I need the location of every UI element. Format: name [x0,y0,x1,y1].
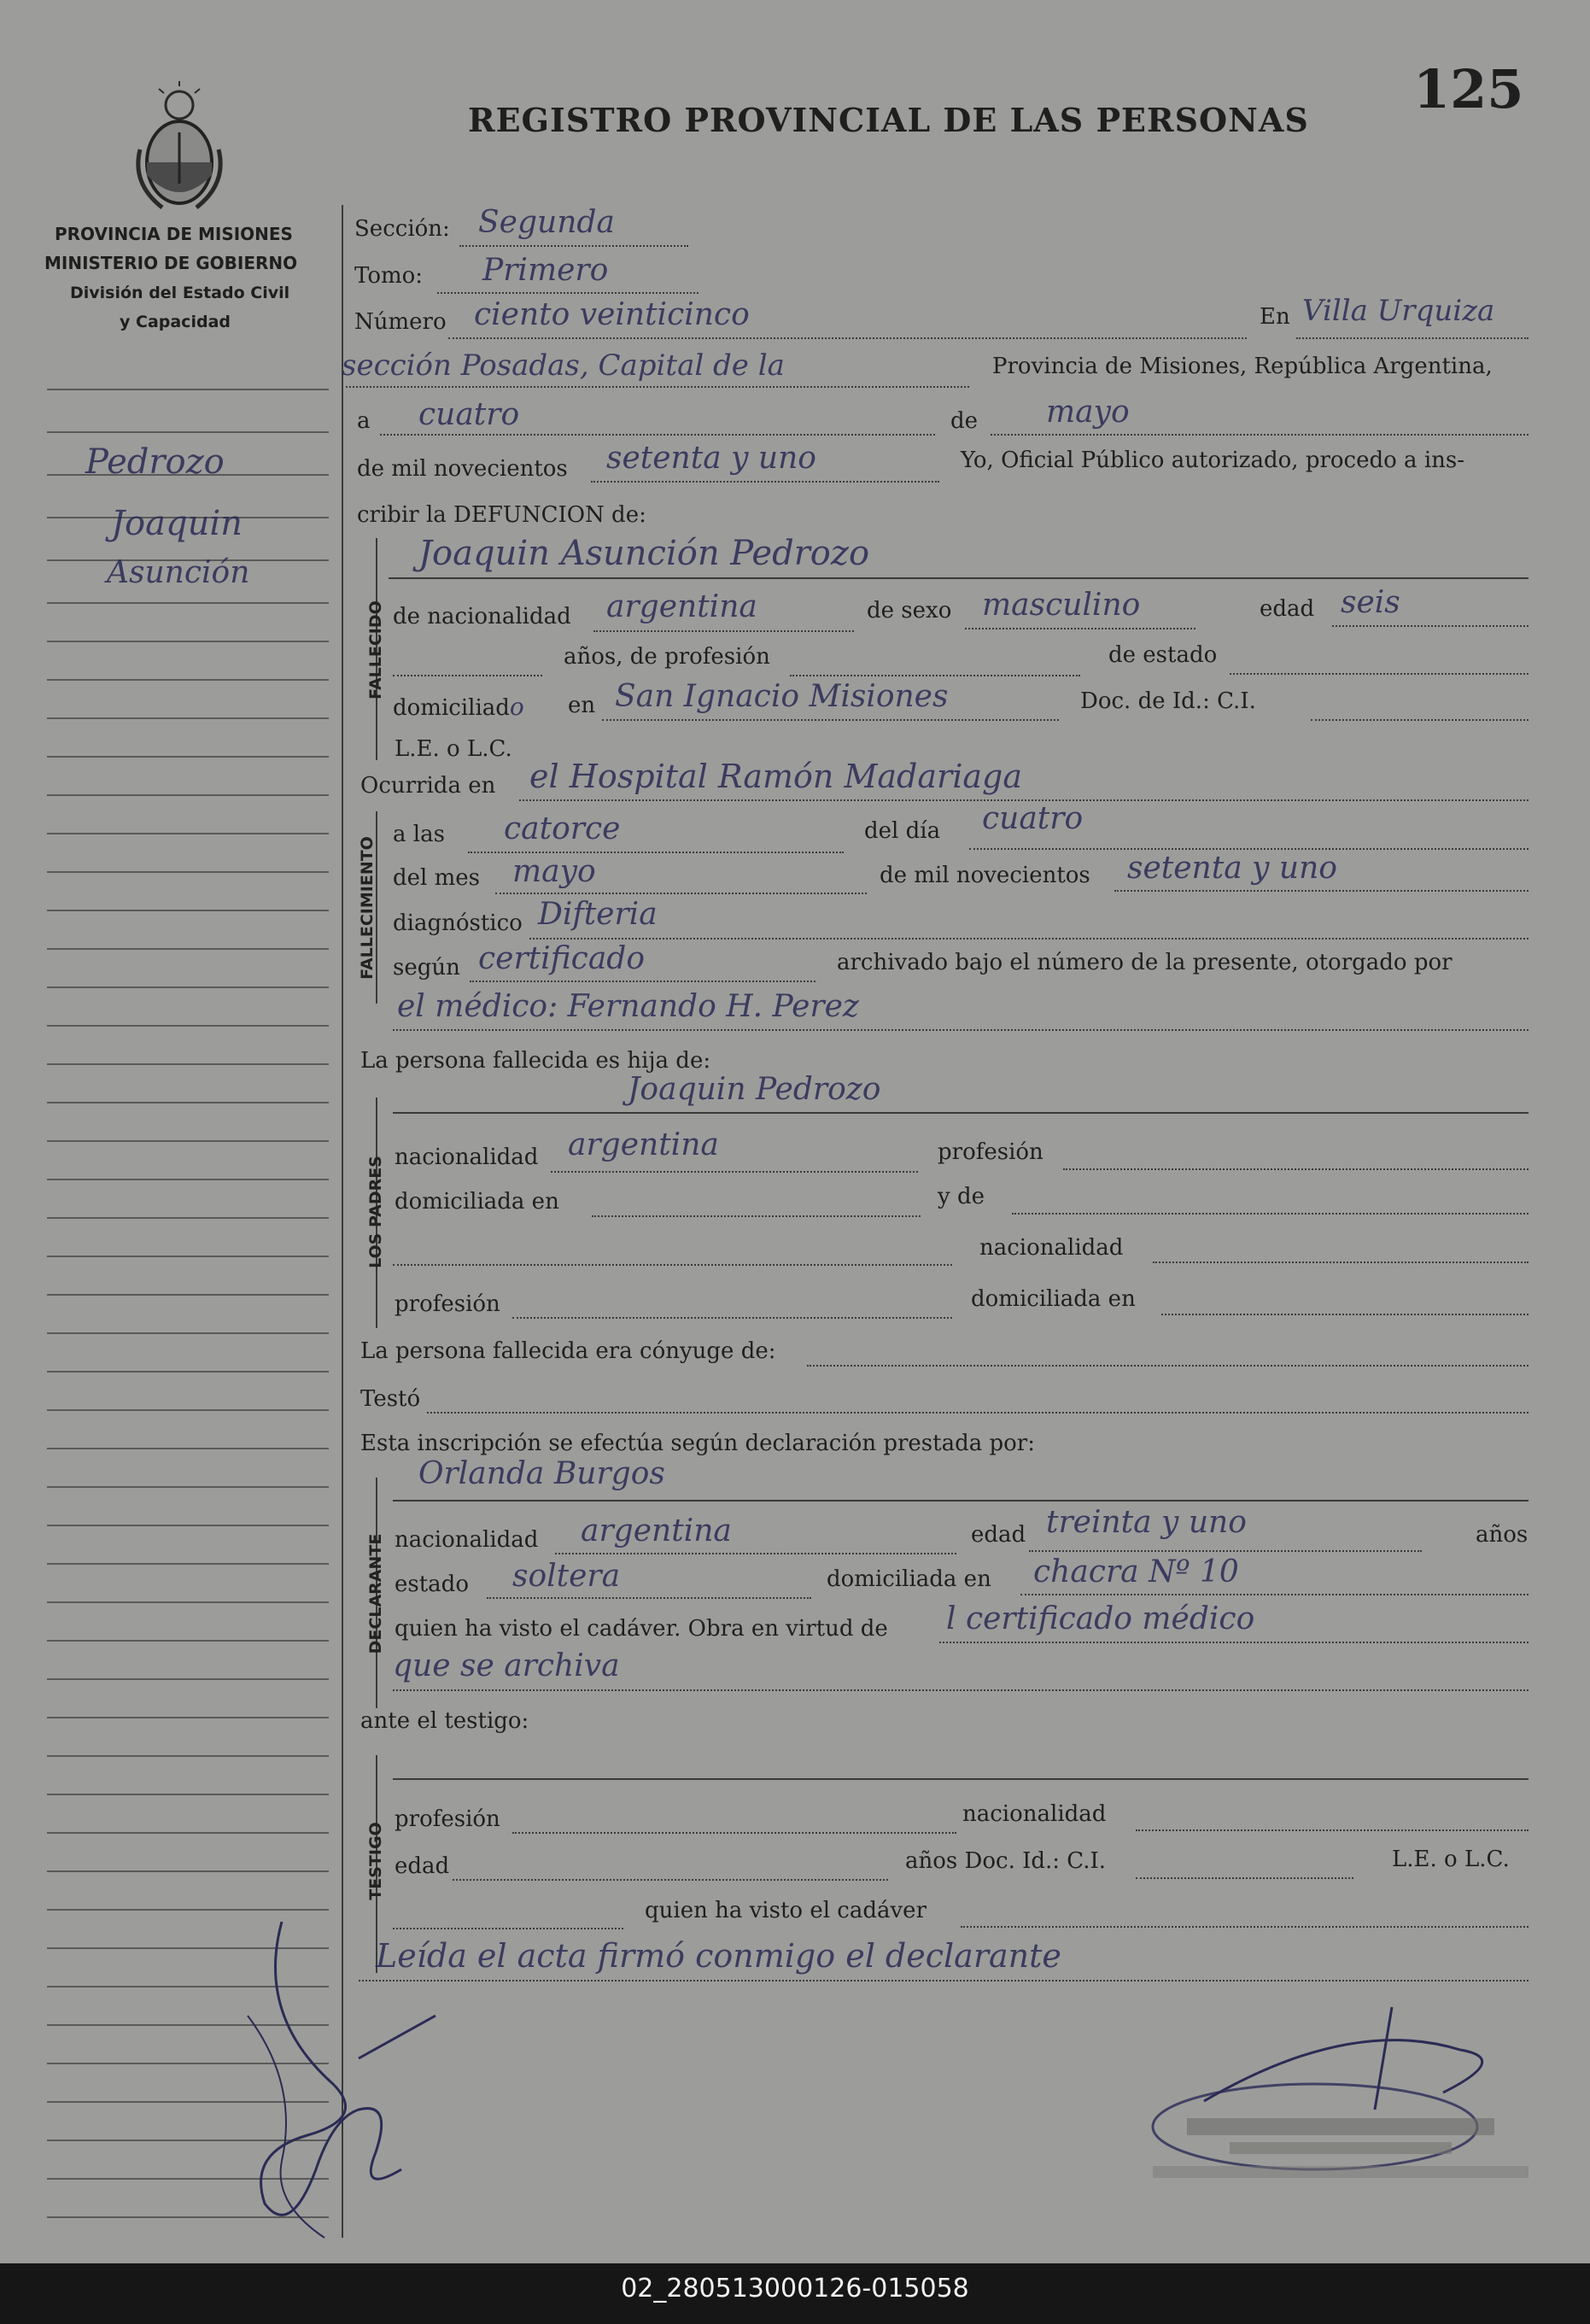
coat-of-arms-emblem [128,81,231,218]
declarante-nacionalidad-value: argentina [581,1513,732,1548]
official-signature-stamp [1136,1999,1546,2195]
tomo-label: Tomo: [354,263,424,289]
date-a-label: a [357,408,371,434]
declarante-estado-label: estado [395,1572,469,1597]
padres-profesion2-label: profesión [395,1291,500,1317]
date-day-value: cuatro [418,397,520,432]
hora-label: a las [393,822,445,847]
place-value: sección Posadas, Capital de la [342,348,785,383]
declarante-edad-value: treinta y uno [1046,1505,1247,1540]
padres-section-label: LOS PADRES [366,1156,385,1268]
ante-testigo-label: ante el testigo: [360,1708,529,1734]
anos-profesion-label: años, de profesión [564,644,770,670]
de-estado-label: de estado [1108,642,1218,668]
testigo-nacionalidad-label: nacionalidad [962,1801,1107,1827]
padre-name: Joaquin Pedrozo [628,1072,881,1107]
testigo-profesion-label: profesión [395,1806,500,1832]
domicilio-en-label: en [568,693,596,718]
numero-label: Número [354,309,447,335]
margin-note-second-name: Asunción [107,555,250,590]
edad-label: edad [1260,596,1315,622]
authority-line-4: y Capacidad [120,313,231,331]
segun-value: certificado [478,941,646,976]
en-label: En [1260,304,1290,330]
edad-value: seis [1341,585,1400,620]
segun-label: según [393,955,460,981]
file-identifier: 02_280513000126-015058 [621,2274,969,2304]
inscribir-label: cribir la DEFUNCION de: [357,502,646,528]
seccion-value: Segunda [478,205,615,240]
padres-nacionalidad2-label: nacionalidad [979,1235,1124,1261]
fallecimiento-section-label: FALLECIMIENTO [358,836,377,980]
declarante-edad-label: edad [971,1522,1026,1548]
declarante-estado-value: soltera [512,1559,621,1594]
declarante-domicilio-label: domiciliada en [827,1566,991,1592]
sexo-value: masculino [982,588,1141,623]
padres-nacionalidad-label: nacionalidad [395,1144,539,1170]
medico-value: el médico: Fernando H. Perez [397,989,859,1024]
seccion-label: Sección: [354,216,450,242]
padres-nacionalidad-value: argentina [568,1127,719,1162]
margin-note-surname: Pedrozo [85,442,225,482]
domicilio-label: domiciliado [393,693,524,721]
conyuge-label: La persona fallecida era cónyuge de: [360,1338,776,1364]
en-value: Villa Urquiza [1302,294,1495,328]
oficial-label: Yo, Oficial Público autorizado, procedo a ins- [961,448,1465,473]
le-lc-label: L.E. o L.C. [395,736,512,762]
declarante-name: Orlanda Burgos [418,1456,665,1491]
date-month-value: mayo [1046,395,1130,430]
year-label: de mil novecientos [357,456,568,482]
padres-domiciliada2-label: domiciliada en [971,1286,1136,1312]
fallecido-section-label: FALLECIDO [366,600,385,700]
declarante-continuation: que se archiva [393,1648,620,1683]
authority-line-2: MINISTERIO DE GOBIERNO [44,253,298,273]
domicilio-value: San Ignacio Misiones [615,679,949,714]
authority-line-1: PROVINCIA DE MISIONES [55,224,293,244]
nacionalidad-value: argentina [606,589,757,624]
hija-de-label: La persona fallecida es hija de: [360,1048,711,1074]
document-title: REGISTRO PROVINCIAL DE LAS PERSONAS [468,101,1309,139]
declarante-section-label: DECLARANTE [366,1533,385,1654]
declarante-domicilio-value: chacra Nº 10 [1033,1554,1239,1589]
margin-note-first-name: Joaquin [111,504,243,543]
testigo-le-lc-label: L.E. o L.C. [1392,1847,1510,1872]
sexo-label: de sexo [867,598,952,623]
mes-label: del mes [393,865,480,891]
tomo-value: Primero [482,253,609,288]
date-de-label: de [950,408,979,434]
testigo-section-label: TESTIGO [366,1822,385,1900]
declarante-anos-label: años [1476,1522,1529,1548]
testigo-visto-label: quien ha visto el cadáver [645,1898,927,1923]
testigo-anos-doc-label: años Doc. Id.: C.I. [905,1848,1107,1874]
dia-value: cuatro [982,801,1084,836]
diagnostico-value: Difteria [538,897,658,932]
hora-value: catorce [504,811,621,846]
declarant-signature [231,1913,453,2246]
dia-label: del día [864,818,941,844]
padres-y-de-label: y de [938,1184,985,1209]
ocurrida-value: el Hospital Ramón Madariaga [529,758,1022,795]
archivado-label: archivado bajo el número de la presente, otorgado por [837,950,1453,975]
year-value: setenta y uno [606,441,816,476]
province-label: Provincia de Misiones, República Argentina, [992,354,1493,379]
anio-value: setenta y uno [1127,851,1337,886]
diagnostico-label: diagnóstico [393,910,523,936]
testigo-edad-label: edad [395,1853,450,1879]
anio-label: de mil novecientos [880,863,1090,888]
nacionalidad-label: de nacionalidad [393,604,571,629]
folio-number: 125 [1413,58,1524,120]
padres-profesion-label: profesión [938,1139,1043,1165]
testo-label: Testó [360,1386,421,1412]
closing-text: Leída el acta firmó conmigo el declarante [376,1937,1061,1975]
fallecido-name: Joaquin Asunción Pedrozo [418,534,870,573]
authority-line-3: División del Estado Civil [70,284,290,302]
declarante-visto-value: l certificado médico [946,1601,1255,1636]
declaracion-label: Esta inscripción se efectúa según declaración prestada por: [360,1431,1035,1456]
numero-value: ciento veinticinco [474,297,750,332]
doc-id-label: Doc. de Id.: C.I. [1080,688,1256,714]
domicilio-suffix-value: o [509,693,524,721]
padres-domiciliada-label: domiciliada en [395,1189,559,1215]
declarante-visto-label: quien ha visto el cadáver. Obra en virtud de [395,1616,888,1642]
ocurrida-label: Ocurrida en [360,773,496,799]
declarante-nacionalidad-label: nacionalidad [395,1527,539,1553]
mes-value: mayo [512,854,596,889]
